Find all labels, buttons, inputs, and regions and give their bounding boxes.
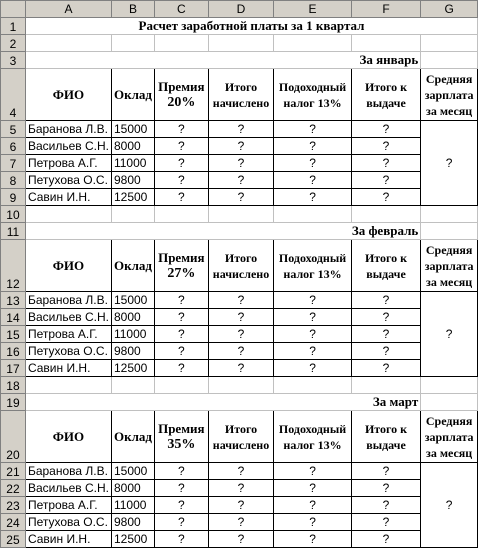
cell[interactable] — [208, 377, 274, 394]
cell[interactable] — [208, 206, 274, 223]
row-header[interactable]: 4 — [1, 69, 26, 121]
salary-value[interactable]: 8000 — [111, 480, 154, 497]
bonus-value[interactable]: ? — [154, 189, 208, 206]
header-salary[interactable]: Оклад — [111, 411, 154, 463]
average-value[interactable]: ? — [421, 292, 478, 377]
bonus-label: Премия — [158, 249, 205, 265]
header-tax[interactable]: Подоходный налог 13% — [274, 240, 351, 292]
employee-name[interactable]: Васильев С.Н. — [25, 309, 111, 326]
bonus-value[interactable]: ? — [154, 343, 208, 360]
total-value[interactable]: ? — [208, 138, 274, 155]
sheet-row — [1, 18, 478, 35]
bonus-value[interactable]: ? — [154, 360, 208, 377]
employee-name[interactable]: Петрова А.Г. — [25, 497, 111, 514]
cell[interactable] — [421, 52, 478, 69]
cell[interactable] — [421, 223, 478, 240]
header-fio[interactable]: ФИО — [25, 69, 111, 121]
cell[interactable] — [274, 206, 351, 223]
total-value[interactable]: ? — [208, 360, 274, 377]
tax-value[interactable]: ? — [274, 497, 351, 514]
column-header[interactable]: C — [154, 1, 208, 18]
bonus-percent: 35% — [167, 436, 196, 452]
bonus-percent: 20% — [167, 94, 196, 110]
employee-name[interactable]: Васильев С.Н. — [25, 138, 111, 155]
header-payout[interactable]: Итого к выдаче — [351, 240, 420, 292]
cell[interactable] — [208, 35, 274, 52]
total-value[interactable]: ? — [208, 309, 274, 326]
employee-name[interactable]: Петрова А.Г. — [25, 155, 111, 172]
cell[interactable] — [154, 377, 208, 394]
salary-value[interactable]: 12500 — [111, 189, 154, 206]
bonus-percent: 27% — [167, 265, 196, 281]
sheet-row — [1, 326, 478, 343]
header-salary[interactable]: Оклад — [111, 240, 154, 292]
sheet-row — [1, 463, 478, 480]
cell[interactable] — [421, 377, 478, 394]
section-label[interactable]: За февраль — [25, 223, 420, 240]
cell[interactable] — [421, 394, 478, 411]
employee-name[interactable]: Савин И.Н. — [25, 360, 111, 377]
salary-value[interactable]: 9800 — [111, 514, 154, 531]
salary-value[interactable]: 12500 — [111, 531, 154, 548]
row-header[interactable]: 13 — [1, 292, 26, 309]
column-header[interactable]: F — [351, 1, 420, 18]
payout-value[interactable]: ? — [351, 497, 420, 514]
row-header[interactable]: 7 — [1, 155, 26, 172]
header-bonus[interactable] — [154, 411, 208, 463]
average-value[interactable]: ? — [421, 463, 478, 548]
header-tax[interactable]: Подоходный налог 13% — [274, 411, 351, 463]
cell[interactable] — [274, 35, 351, 52]
bonus-value[interactable]: ? — [154, 326, 208, 343]
payout-value[interactable]: ? — [351, 514, 420, 531]
bonus-value[interactable]: ? — [154, 531, 208, 548]
row-header[interactable]: 12 — [1, 240, 26, 292]
salary-value[interactable]: 15000 — [111, 463, 154, 480]
tax-value[interactable]: ? — [274, 309, 351, 326]
salary-value[interactable]: 9800 — [111, 172, 154, 189]
total-value[interactable]: ? — [208, 531, 274, 548]
row-header[interactable]: 21 — [1, 463, 26, 480]
sheet-row — [1, 138, 478, 155]
payout-value[interactable]: ? — [351, 326, 420, 343]
cell[interactable] — [421, 206, 478, 223]
bonus-label: Премия — [158, 78, 205, 94]
header-payout[interactable]: Итого к выдаче — [351, 69, 420, 121]
payout-value[interactable]: ? — [351, 172, 420, 189]
salary-value[interactable]: 11000 — [111, 497, 154, 514]
sheet-row — [1, 35, 478, 52]
sheet-row — [1, 394, 478, 411]
payout-value[interactable]: ? — [351, 463, 420, 480]
bonus-value[interactable]: ? — [154, 514, 208, 531]
tax-value[interactable]: ? — [274, 343, 351, 360]
header-bonus[interactable] — [154, 69, 208, 121]
total-value[interactable]: ? — [208, 326, 274, 343]
cell[interactable] — [25, 377, 111, 394]
row-header[interactable]: 10 — [1, 206, 26, 223]
tax-value[interactable]: ? — [274, 360, 351, 377]
sheet-row — [1, 480, 478, 497]
sheet-row — [1, 377, 478, 394]
header-fio[interactable]: ФИО — [25, 411, 111, 463]
employee-name[interactable]: Баранова Л.В. — [25, 292, 111, 309]
salary-value[interactable]: 15000 — [111, 121, 154, 138]
payout-value[interactable]: ? — [351, 343, 420, 360]
header-bonus[interactable] — [154, 240, 208, 292]
cell[interactable] — [421, 35, 478, 52]
tax-value[interactable]: ? — [274, 138, 351, 155]
cell[interactable] — [111, 35, 154, 52]
salary-value[interactable]: 15000 — [111, 292, 154, 309]
salary-value[interactable]: 8000 — [111, 138, 154, 155]
sheet-row — [1, 69, 478, 121]
bonus-value[interactable]: ? — [154, 497, 208, 514]
bonus-value[interactable]: ? — [154, 309, 208, 326]
total-value[interactable]: ? — [208, 463, 274, 480]
row-header[interactable]: 18 — [1, 377, 26, 394]
cell[interactable] — [25, 206, 111, 223]
bonus-label: Премия — [158, 420, 205, 436]
cell[interactable] — [351, 377, 420, 394]
payout-value[interactable]: ? — [351, 138, 420, 155]
payout-value[interactable]: ? — [351, 189, 420, 206]
row-header[interactable]: 19 — [1, 394, 26, 411]
employee-name[interactable]: Баранова Л.В. — [25, 121, 111, 138]
cell[interactable] — [154, 35, 208, 52]
column-header[interactable]: B — [111, 1, 154, 18]
salary-value[interactable]: 11000 — [111, 155, 154, 172]
row-header[interactable]: 3 — [1, 52, 26, 69]
total-value[interactable]: ? — [208, 172, 274, 189]
employee-name[interactable]: Петухова О.С. — [25, 172, 111, 189]
row-header[interactable]: 8 — [1, 172, 26, 189]
sheet-row — [1, 531, 478, 548]
cell[interactable] — [25, 35, 111, 52]
column-header[interactable]: D — [208, 1, 274, 18]
bonus-value[interactable]: ? — [154, 463, 208, 480]
cell[interactable] — [111, 206, 154, 223]
header-total[interactable]: Итого начислено — [208, 69, 274, 121]
cell[interactable] — [351, 206, 420, 223]
bonus-value[interactable]: ? — [154, 121, 208, 138]
sheet-row — [1, 206, 478, 223]
sheet-row — [1, 514, 478, 531]
bonus-value[interactable]: ? — [154, 172, 208, 189]
payout-value[interactable]: ? — [351, 480, 420, 497]
total-value[interactable]: ? — [208, 189, 274, 206]
payout-value[interactable]: ? — [351, 531, 420, 548]
sheet-row — [1, 240, 478, 292]
bonus-value[interactable]: ? — [154, 138, 208, 155]
sheet-row — [1, 52, 478, 69]
tax-value[interactable]: ? — [274, 189, 351, 206]
salary-value[interactable]: 12500 — [111, 360, 154, 377]
employee-name[interactable]: Петрова А.Г. — [25, 326, 111, 343]
total-value[interactable]: ? — [208, 480, 274, 497]
section-label[interactable]: За март — [25, 394, 420, 411]
sheet-row — [1, 172, 478, 189]
tax-value[interactable]: ? — [274, 463, 351, 480]
tax-value[interactable]: ? — [274, 172, 351, 189]
cell[interactable] — [351, 35, 420, 52]
sheet-row — [1, 223, 478, 240]
employee-name[interactable]: Петухова О.С. — [25, 343, 111, 360]
row-header[interactable]: 20 — [1, 411, 26, 463]
total-value[interactable]: ? — [208, 155, 274, 172]
row-header[interactable]: 24 — [1, 514, 26, 531]
total-value[interactable]: ? — [208, 343, 274, 360]
payout-value[interactable]: ? — [351, 309, 420, 326]
cell[interactable] — [154, 206, 208, 223]
employee-name[interactable]: Савин И.Н. — [25, 531, 111, 548]
select-all-corner[interactable] — [1, 1, 26, 18]
row-header[interactable]: 17 — [1, 360, 26, 377]
salary-value[interactable]: 11000 — [111, 326, 154, 343]
tax-value[interactable]: ? — [274, 480, 351, 497]
sheet-row — [1, 360, 478, 377]
row-header[interactable]: 16 — [1, 343, 26, 360]
bonus-value[interactable]: ? — [154, 480, 208, 497]
total-value[interactable]: ? — [208, 292, 274, 309]
sheet-title[interactable]: Расчет заработной платы за 1 квартал — [25, 18, 477, 35]
row-header[interactable]: 25 — [1, 531, 26, 548]
bonus-value[interactable]: ? — [154, 292, 208, 309]
row-header[interactable]: 22 — [1, 480, 26, 497]
row-header[interactable]: 15 — [1, 326, 26, 343]
header-fio[interactable]: ФИО — [25, 240, 111, 292]
header-salary[interactable]: Оклад — [111, 69, 154, 121]
cell[interactable] — [274, 377, 351, 394]
row-header[interactable]: 11 — [1, 223, 26, 240]
salary-value[interactable]: 8000 — [111, 309, 154, 326]
total-value[interactable]: ? — [208, 121, 274, 138]
section-label[interactable]: За январь — [25, 52, 420, 69]
average-value[interactable]: ? — [421, 121, 478, 206]
tax-value[interactable]: ? — [274, 121, 351, 138]
sheet-row — [1, 411, 478, 463]
column-header[interactable]: A — [25, 1, 111, 18]
sheet-row — [1, 309, 478, 326]
header-average[interactable]: Средняя зарплата за месяц — [421, 240, 478, 292]
salary-value[interactable]: 9800 — [111, 343, 154, 360]
header-tax[interactable]: Подоходный налог 13% — [274, 69, 351, 121]
employee-name[interactable]: Петухова О.С. — [25, 514, 111, 531]
sheet-row — [1, 189, 478, 206]
tax-value[interactable]: ? — [274, 326, 351, 343]
bonus-value[interactable]: ? — [154, 155, 208, 172]
column-header[interactable]: G — [421, 1, 478, 18]
header-total[interactable]: Итого начислено — [208, 240, 274, 292]
payout-value[interactable]: ? — [351, 155, 420, 172]
sheet-row — [1, 121, 478, 138]
header-average[interactable]: Средняя зарплата за месяц — [421, 411, 478, 463]
row-header[interactable]: 6 — [1, 138, 26, 155]
tax-value[interactable]: ? — [274, 531, 351, 548]
row-header[interactable]: 14 — [1, 309, 26, 326]
sheet-row — [1, 155, 478, 172]
cell[interactable] — [111, 377, 154, 394]
employee-name[interactable]: Васильев С.Н. — [25, 480, 111, 497]
header-average[interactable]: Средняя зарплата за месяц — [421, 69, 478, 121]
total-value[interactable]: ? — [208, 497, 274, 514]
row-header[interactable]: 2 — [1, 35, 26, 52]
employee-name[interactable]: Баранова Л.В. — [25, 463, 111, 480]
payout-value[interactable]: ? — [351, 121, 420, 138]
sheet-row — [1, 292, 478, 309]
tax-value[interactable]: ? — [274, 514, 351, 531]
sheet-row — [1, 1, 478, 18]
sheet-row — [1, 497, 478, 514]
row-header[interactable]: 23 — [1, 497, 26, 514]
header-total[interactable]: Итого начислено — [208, 411, 274, 463]
sheet-row — [1, 343, 478, 360]
total-value[interactable]: ? — [208, 514, 274, 531]
header-payout[interactable]: Итого к выдаче — [351, 411, 420, 463]
payout-value[interactable]: ? — [351, 360, 420, 377]
tax-value[interactable]: ? — [274, 292, 351, 309]
row-header[interactable]: 5 — [1, 121, 26, 138]
row-header[interactable]: 1 — [1, 18, 26, 35]
row-header[interactable]: 9 — [1, 189, 26, 206]
payout-value[interactable]: ? — [351, 292, 420, 309]
employee-name[interactable]: Савин И.Н. — [25, 189, 111, 206]
column-header[interactable]: E — [274, 1, 351, 18]
tax-value[interactable]: ? — [274, 155, 351, 172]
